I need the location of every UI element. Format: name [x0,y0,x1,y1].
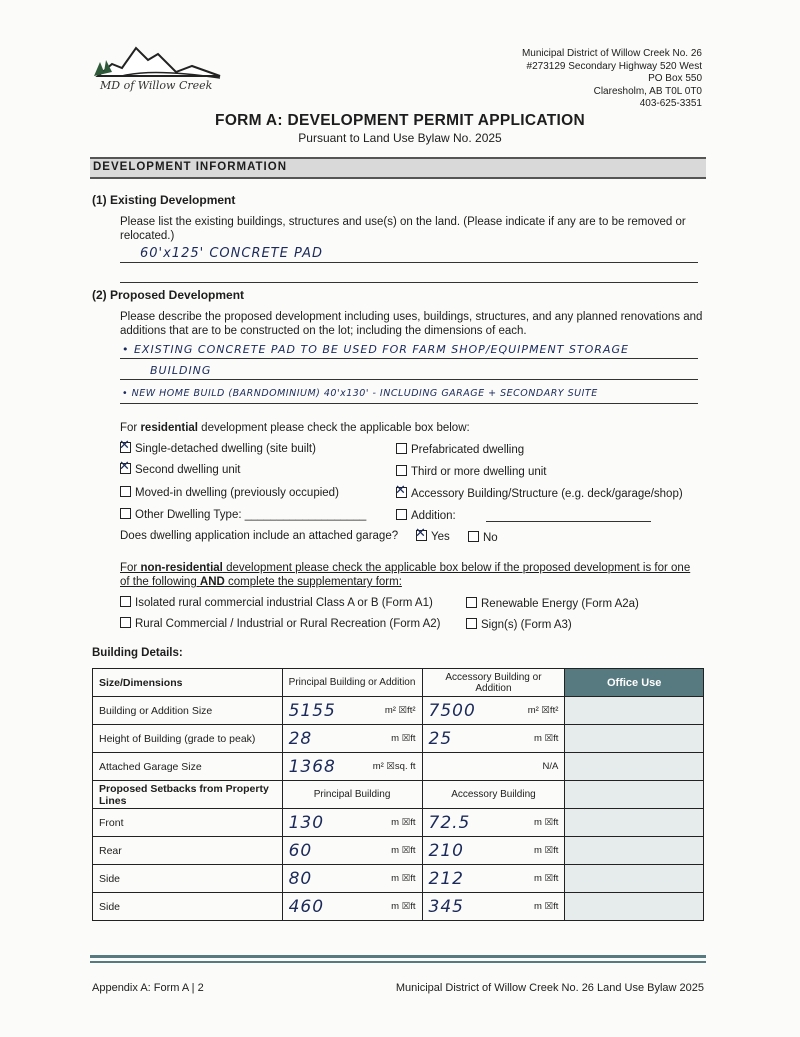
option-isolated-rural[interactable]: Isolated rural commercial industrial Class A or B (Form A1) [120,596,433,609]
table-row [93,809,704,837]
office-cell [565,809,704,837]
table-row [93,865,704,893]
nonresidential-prompt: For non-residential development please check the applicable box below if the proposed development is for one of the following AND complete the supplementary form: [120,562,691,588]
checkbox[interactable] [396,443,407,454]
office-cell [565,865,704,893]
checkbox[interactable] [468,531,479,542]
col-office-header: Office Use [565,669,704,697]
accessory-cell[interactable]: 212 m ☒ft [422,865,565,893]
address-block [522,48,702,111]
address-line: Claresholm, AB T0L 0T0 [593,85,702,97]
proposed-answer-line3[interactable]: • NEW HOME BUILD (BARNDOMINIUM) 40'x130' - INCLUDING GARAGE + SECONDARY SUITE [122,388,598,399]
principal-cell[interactable]: 460 m ☒ft [282,893,422,921]
row-label: Side [93,893,283,921]
address-line: PO Box 550 [648,73,702,84]
footer-rule [90,955,706,958]
option-renewable[interactable]: Renewable Energy (Form A2a) [466,597,639,610]
footer-bylaw: Municipal District of Willow Creek No. 26 Land Use Bylaw 2025 [395,982,704,994]
row-label: Front [93,809,283,837]
checkbox-checked[interactable] [120,442,131,453]
table-row [93,837,704,865]
building-details-heading: Building Details: [92,647,183,659]
form-subtitle: Pursuant to Land Use Bylaw No. 2025 [298,131,502,145]
office-cell [565,781,704,809]
principal-cell[interactable]: 80 m ☒ft [282,865,422,893]
checkbox-checked[interactable] [416,530,427,541]
row-label: Attached Garage Size [93,753,283,781]
answer-line [120,379,698,380]
setback-accessory-header: Accessory Building [422,781,565,809]
proposed-instructions: Please describe the proposed development including uses, buildings, structures, and any planned renovations and additions that are to be constructed on the lot; including the dimensions of each. [120,311,703,337]
table-row [93,753,704,781]
building-details-table [92,668,704,921]
option-addition[interactable]: Addition: [396,509,456,522]
row-label: Height of Building (grade to peak) [93,725,283,753]
form-title: FORM A: DEVELOPMENT PERMIT APPLICATION [215,112,585,129]
footer-page-ref: Appendix A: Form A | 2 [92,982,204,994]
addition-line [486,521,651,522]
principal-cell[interactable]: 130 m ☒ft [282,809,422,837]
principal-cell[interactable]: 28 m ☒ft [282,725,422,753]
option-other-dwelling[interactable]: Other Dwelling Type: ___________________ [120,508,366,521]
setback-header: Proposed Setbacks from Property Lines [93,781,283,809]
principal-cell[interactable]: 5155 m² ☒ft² [282,697,422,725]
option-prefabricated[interactable]: Prefabricated dwelling [396,443,524,456]
answer-line [120,262,698,263]
setback-header-row [93,781,704,809]
col-principal-header: Principal Building or Addition [282,669,422,697]
checkbox[interactable] [466,597,477,608]
accessory-cell[interactable]: 72.5 m ☒ft [422,809,565,837]
checkbox[interactable] [120,617,131,628]
col-size-header: Size/Dimensions [93,669,283,697]
office-cell [565,893,704,921]
principal-cell[interactable]: 1368 m² ☒sq. ft [282,753,422,781]
accessory-cell[interactable]: 210 m ☒ft [422,837,565,865]
option-second-dwelling[interactable]: ✕Second dwelling unit [120,463,241,476]
section-header: DEVELOPMENT INFORMATION [90,157,706,179]
garage-question: Does dwelling application include an attached garage? [120,530,399,542]
residential-prompt: For residential development please check the applicable box below: [120,422,470,434]
checkbox[interactable] [120,508,131,519]
address-line: Municipal District of Willow Creek No. 26 [521,48,702,59]
row-label: Building or Addition Size [93,697,283,725]
option-rural-commercial[interactable]: Rural Commercial / Industrial or Rural Recreation (Form A2) [120,617,440,630]
checkbox-checked[interactable] [396,487,407,498]
office-cell [565,725,704,753]
accessory-cell[interactable]: 345 m ☒ft [422,893,565,921]
row-label: Rear [93,837,283,865]
option-single-detached[interactable]: ✕Single-detached dwelling (site built) [120,442,316,455]
checkbox[interactable] [120,486,131,497]
office-cell [565,753,704,781]
setback-principal-header: Principal Building [282,781,422,809]
table-header-row [93,669,704,697]
existing-answer[interactable]: 60'x125' CONCRETE PAD [140,246,324,261]
option-accessory-building[interactable]: ✕ Accessory Building/Structure (e.g. deck/garage/shop) [396,487,683,500]
checkbox[interactable] [120,596,131,607]
answer-line [120,358,698,359]
col-accessory-header: Accessory Building or Addition [422,669,565,697]
existing-instructions: Please list the existing buildings, structures and use(s) on the land. (Please indicate if any are to be removed or relocated.) [120,216,686,242]
option-signs[interactable]: Sign(s) (Form A3) [466,618,572,631]
proposed-answer-line2[interactable]: BUILDING [150,364,212,377]
option-moved-in[interactable]: Moved-in dwelling (previously occupied) [120,486,339,499]
office-cell [565,837,704,865]
accessory-cell[interactable]: N/A [422,753,565,781]
accessory-cell[interactable]: 7500 m² ☒ft² [422,697,565,725]
logo-text: MD of Willow Creek [100,79,213,92]
table-row [93,725,704,753]
checkbox[interactable] [396,465,407,476]
accessory-cell[interactable]: 25 m ☒ft [422,725,565,753]
proposed-heading: (2) Proposed Development [92,288,245,302]
garage-no[interactable]: No [468,531,498,544]
checkbox[interactable] [466,618,477,629]
office-cell [565,697,704,725]
row-label: Side [93,865,283,893]
proposed-answer-line1[interactable]: • EXISTING CONCRETE PAD TO BE USED FOR FARM SHOP/EQUIPMENT STORAGE [122,343,629,356]
address-line: #273129 Secondary Highway 520 West [526,60,702,72]
address-line: 403-625-3351 [639,98,702,109]
existing-heading: (1) Existing Development [92,193,236,207]
garage-yes[interactable]: ✕ Yes [416,530,450,543]
table-row [93,893,704,921]
table-row [93,697,704,725]
checkbox[interactable] [396,509,407,520]
checkbox-checked[interactable] [120,463,131,474]
answer-line [120,403,698,404]
answer-line [120,282,698,283]
principal-cell[interactable]: 60 m ☒ft [282,837,422,865]
option-third-dwelling[interactable]: Third or more dwelling unit [396,465,547,478]
footer-rule [90,961,706,963]
